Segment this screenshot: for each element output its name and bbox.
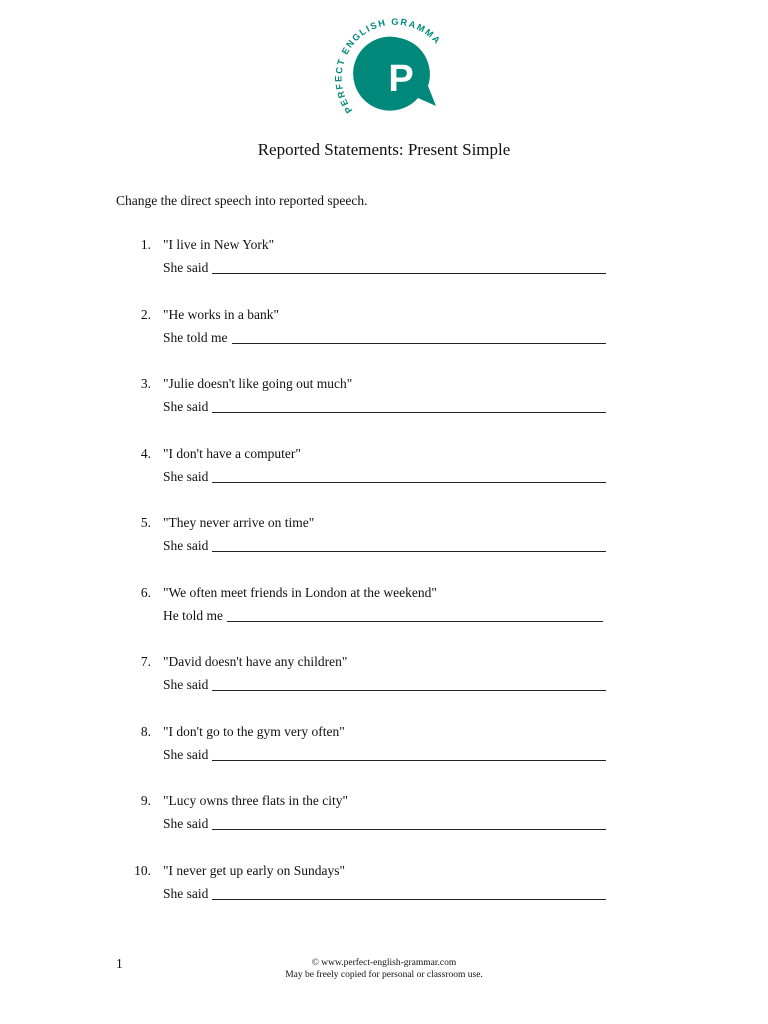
- answer-row: [163, 676, 606, 694]
- answer-blank-line[interactable]: [212, 815, 606, 830]
- instruction-text: Change the direct speech into reported speech.: [116, 193, 368, 208]
- answer-row: [163, 746, 606, 764]
- exercise-item: [0, 862, 768, 932]
- answer-prompt: She said: [163, 816, 209, 831]
- answer-row: [163, 329, 606, 347]
- answer-prompt: She said: [163, 538, 209, 553]
- answer-prompt: She said: [163, 260, 209, 275]
- answer-prompt: He told me: [163, 607, 223, 623]
- answer-blank-line[interactable]: [227, 607, 603, 622]
- answer-row: [163, 468, 606, 486]
- answer-prompt: She told me: [163, 329, 228, 345]
- direct-speech-quote: "They never arrive on time": [163, 515, 315, 530]
- exercise-item: [0, 445, 768, 515]
- exercise-item: [0, 792, 768, 862]
- exercise-item: [0, 514, 768, 584]
- direct-speech-quote: "I don't have a computer": [163, 445, 301, 461]
- exercise-item: [0, 723, 768, 793]
- copyright-text: © www.perfect-english-grammar.com: [311, 958, 457, 968]
- answer-blank-line[interactable]: [212, 398, 606, 413]
- direct-speech-quote: "Julie doesn't like going out much": [163, 376, 353, 391]
- logo-arc-textpath: PERFECT ENGLISH GRAMMA: [333, 16, 444, 115]
- exercise-number: 6.: [140, 584, 151, 600]
- perfect-english-grammar-logo: [324, 14, 444, 118]
- exercise-number: 1.: [140, 237, 151, 252]
- answer-row: [163, 885, 606, 903]
- answer-blank-line[interactable]: [212, 885, 606, 900]
- exercise-number: 8.: [140, 723, 151, 739]
- direct-speech-quote: "I never get up early on Sundays": [163, 862, 345, 878]
- page-number: 1: [116, 956, 123, 971]
- answer-blank-line[interactable]: [212, 746, 606, 761]
- exercise-item: [0, 306, 768, 376]
- page-title: Reported Statements: Present Simple: [257, 140, 511, 159]
- exercise-item: [0, 236, 768, 306]
- direct-speech-quote: "He works in a bank": [163, 306, 279, 322]
- exercise-number: 4.: [140, 445, 151, 461]
- answer-prompt: She said: [163, 885, 209, 901]
- answer-blank-line[interactable]: [212, 259, 606, 274]
- answer-prompt: She said: [163, 746, 209, 762]
- exercise-item: [0, 653, 768, 723]
- logo-letter: P: [388, 58, 414, 100]
- exercise-number: 5.: [140, 515, 151, 530]
- direct-speech-quote: "We often meet friends in London at the weekend": [163, 584, 437, 600]
- answer-prompt: She said: [163, 468, 209, 484]
- answer-blank-line[interactable]: [232, 329, 606, 344]
- answer-row: [163, 537, 606, 555]
- answer-blank-line[interactable]: [212, 468, 606, 483]
- answer-row: [163, 815, 606, 833]
- direct-speech-quote: "I don't go to the gym very often": [163, 723, 345, 739]
- answer-prompt: She said: [163, 677, 209, 692]
- footer-credit: [0, 957, 768, 981]
- direct-speech-quote: "David doesn't have any children": [163, 654, 348, 669]
- answer-prompt: She said: [163, 399, 209, 414]
- license-text: May be freely copied for personal or classroom use.: [285, 970, 483, 980]
- exercise-number: 2.: [140, 306, 151, 322]
- logo-graphic: [324, 14, 444, 118]
- exercise-list: [0, 236, 768, 931]
- direct-speech-quote: "I live in New York": [163, 237, 275, 252]
- exercise-item: [0, 375, 768, 445]
- answer-row: [163, 398, 606, 416]
- exercise-number: 10.: [134, 862, 151, 878]
- exercise-number: 7.: [140, 654, 151, 669]
- exercise-number: 3.: [140, 376, 151, 391]
- answer-blank-line[interactable]: [212, 676, 606, 691]
- answer-row: [163, 607, 603, 625]
- direct-speech-quote: "Lucy owns three flats in the city": [163, 793, 348, 808]
- exercise-item: [0, 584, 768, 654]
- answer-row: [163, 259, 606, 277]
- answer-blank-line[interactable]: [212, 537, 606, 552]
- exercise-number: 9.: [140, 793, 151, 808]
